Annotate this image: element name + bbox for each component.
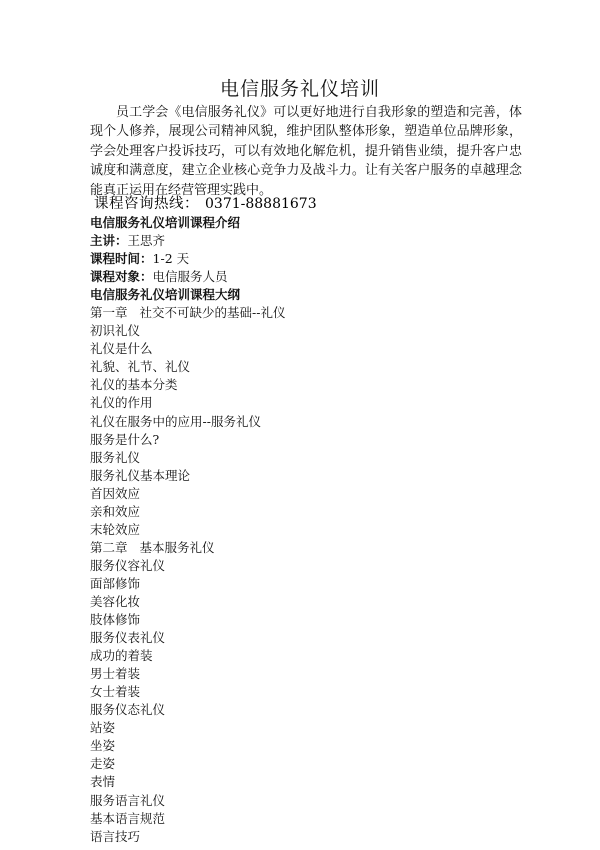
outline-item: 服务是什么? bbox=[90, 431, 160, 447]
outline-item: 肢体修饰 bbox=[90, 612, 141, 628]
outline-item: 语言技巧 bbox=[90, 828, 141, 844]
outline-item: 服务礼仪基本理论 bbox=[90, 467, 191, 483]
hotline-label: 课程咨询热线： bbox=[94, 196, 199, 212]
hotline-number: 0371-88881673 bbox=[205, 196, 317, 212]
outline-item: 礼貌、礼节、礼仪 bbox=[90, 359, 191, 375]
course-hotline bbox=[94, 192, 317, 216]
outline-item: 面部修饰 bbox=[90, 575, 141, 591]
outline-item: 亲和效应 bbox=[90, 503, 141, 519]
outline-item: 服务仪容礼仪 bbox=[90, 557, 166, 573]
chapter-title: 基本服务礼仪 bbox=[139, 539, 215, 555]
outline-item: 男士着装 bbox=[90, 666, 141, 682]
outline-item: 表情 bbox=[90, 774, 116, 790]
lecturer-value: 王思齐 bbox=[127, 233, 166, 249]
outline-item: 末轮效应 bbox=[90, 521, 141, 537]
chapter-title: 社交不可缺少的基础--礼仪 bbox=[139, 305, 286, 321]
outline-item: 女士着装 bbox=[90, 684, 141, 700]
chapter-number: 第二章 bbox=[90, 539, 128, 555]
outline-item: 初识礼仪 bbox=[90, 323, 141, 339]
audience-value: 电信服务人员 bbox=[152, 269, 228, 285]
outline-item: 坐姿 bbox=[90, 738, 116, 754]
outline-item: 礼仪的作用 bbox=[90, 395, 153, 411]
outline-item: 礼仪的基本分类 bbox=[90, 377, 178, 393]
outline-item: 服务语言礼仪 bbox=[90, 792, 166, 808]
outline-item: 首因效应 bbox=[90, 485, 141, 501]
duration-row bbox=[90, 250, 530, 268]
outline-item: 礼仪在服务中的应用--服务礼仪 bbox=[90, 413, 261, 429]
outline-item: 站姿 bbox=[90, 720, 116, 736]
outline-item: 成功的着装 bbox=[90, 648, 153, 664]
outline-heading: 电信服务礼仪培训课程大纲 bbox=[90, 287, 241, 303]
chapter-heading bbox=[90, 304, 530, 322]
course-intro-heading: 电信服务礼仪培训课程介绍 bbox=[90, 215, 241, 230]
outline-item: 美容化妆 bbox=[90, 593, 141, 609]
outline-item: 服务仪态礼仪 bbox=[90, 702, 166, 718]
outline-item: 基本语言规范 bbox=[90, 810, 166, 826]
duration-label: 课程时间： bbox=[90, 251, 153, 267]
lecturer-row bbox=[90, 232, 530, 250]
outline-item: 服务礼仪 bbox=[90, 449, 141, 465]
outline-item: 走姿 bbox=[90, 756, 116, 772]
audience-row bbox=[90, 268, 530, 286]
audience-label: 课程对象： bbox=[90, 269, 153, 285]
outline-item: 服务仪表礼仪 bbox=[90, 630, 166, 646]
duration-value: 1-2 天 bbox=[152, 251, 190, 267]
intro-paragraph: 员工学会《电信服务礼仪》可以更好地进行自我形象的塑造和完善，体现个人修养，展现公司精神风貌，维护团队整体形象，塑造单位品牌形象，学会处理客户投诉技巧，可以有效地化解危机，提升销售业绩，提升客户忠诚度和满意度，建立企业核心竞争力及战斗力。让有关客户服务的卓越理念能真正运用在经营管理实践中。 bbox=[90, 105, 522, 198]
chapter-heading bbox=[90, 539, 530, 557]
document-title: 电信服务礼仪培训 bbox=[219, 78, 380, 100]
outline-item: 礼仪是什么 bbox=[90, 341, 153, 357]
course-content bbox=[90, 214, 530, 846]
lecturer-label: 主讲： bbox=[90, 233, 128, 249]
chapter-number: 第一章 bbox=[90, 305, 128, 321]
